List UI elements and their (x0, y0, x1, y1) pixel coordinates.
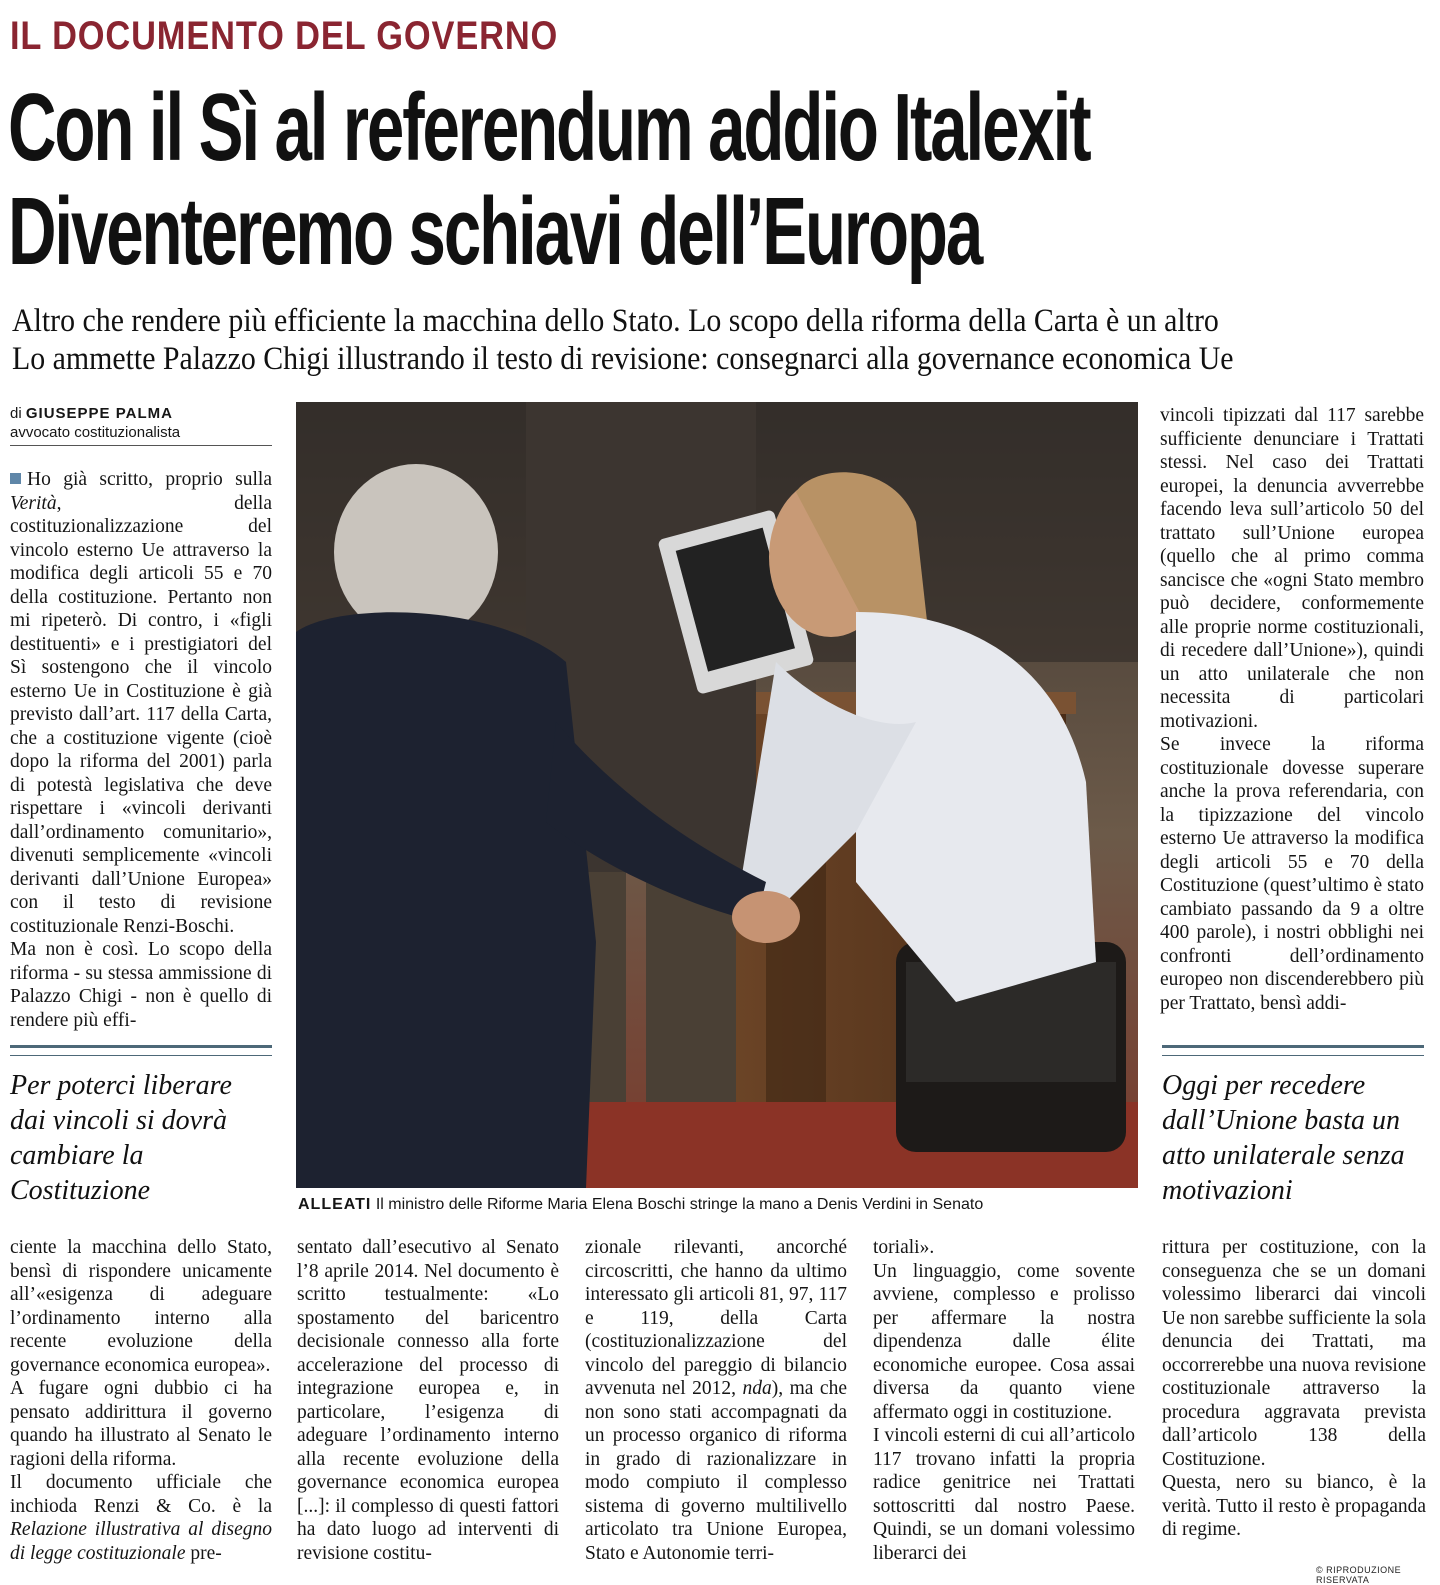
headline-line-1: Con il Sì al referendum addio Italexit (8, 74, 1090, 181)
article-paragraph: zionale rilevanti, ancorché circoscritti, che hanno da ultimo interessato gli articoli 81, 97, 117 e 119, della Carta (costituzionalizzazione del vincolo del pareggio di bilancio avvenuta nel 2012, nda), ma che non sono stati accompagnati da un processo organico di riforma in grado di razionalizzare in modo compiuto il complesso sistema di governo multilivello articolato tra Unione Europea, Stato e Autonomie terri- (585, 1237, 847, 1564)
byline (10, 404, 272, 446)
caption-text: Il ministro delle Riforme Maria Elena Boschi stringe la mano a Denis Verdini in Senato (375, 1196, 984, 1213)
headline (8, 74, 1090, 285)
column-bottom-3 (585, 1236, 847, 1566)
copyright-notice: © RIPRODUZIONE RISERVATA (1316, 1565, 1402, 1585)
news-photo (296, 402, 1138, 1188)
pull-quote-rule (1162, 1045, 1424, 1056)
byline-author: GIUSEPPE PALMA (25, 405, 173, 422)
caption-label: ALLEATI (298, 1196, 372, 1213)
photo-illustration (296, 402, 1138, 1188)
column-left-top (10, 468, 272, 1034)
pull-quote-right-box (1162, 1045, 1424, 1208)
subheadline-line-2: Lo ammette Palazzo Chigi illustrando il testo di revisione: consegnarci alla governance economica Ue (12, 341, 1234, 377)
section-kicker: IL DOCUMENTO DEL GOVERNO (10, 14, 559, 58)
article-paragraph: vincoli tipizzati dal 117 sarebbe sufficiente denunciare i Trattati stessi. Nel caso dei Trattati europei, la denuncia avverrebbe facendo leva sull’articolo 50 del trattato sull’Unione europea (quello che al primo comma sancisce che «ogni Stato membro può decidere, conformemente alle proprie norme costituzionali, di recedere dall’Unione»), quindi un atto unilaterale che non necessita di particolari motivazioni. (1160, 405, 1424, 732)
column-bottom-2 (297, 1236, 559, 1566)
article-paragraph: Ho già scritto, proprio sulla Verità, della costituzionalizzazione del vincolo esterno Ue attraverso la modifica degli articoli 55 e 70 della costituzione. Pertanto non mi ripeterò. Di contro, i «figli destituenti» e i prestigiatori del Sì sostengono che il vincolo esterno Ue in Costituzione è già previsto dall’art. 117 della Carta, che a costituzione vigente (cioè dopo la riforma del 2001) parla di potestà legislativa che deve rispettare i «vincoli derivanti dall’ordinamento comunitario», divenuti semplicemente «vincoli derivanti dall’Unione Europea» con il testo di revisione costituzionale Renzi-Boschi. (10, 469, 272, 937)
article-paragraph: toriali». (873, 1237, 935, 1258)
photo-caption (298, 1194, 1138, 1216)
subheadline-line-1: Altro che rendere più efficiente la macchina dello Stato. Lo scopo della riforma della Carta è un altro (12, 303, 1219, 339)
subheadline (12, 302, 1297, 378)
paragraph-bullet-icon (10, 473, 21, 484)
article-paragraph: rittura per costituzione, con la conseguenza che se un domani volessimo liberarci dai vincoli Ue non sarebbe sufficiente la sola denuncia dei Trattati, ma occorrerebbe una nuova revisione costituzionale attraverso la procedura aggravata prevista dall’articolo 138 della Costituzione. (1162, 1237, 1426, 1470)
article-paragraph: A fugare ogni dubbio ci ha pensato addirittura il governo quando ha illustrato al Senato le ragioni della riforma. (10, 1378, 272, 1470)
column-right-top (1160, 404, 1424, 1034)
article-paragraph: ciente la macchina dello Stato, bensì di rispondere unicamente all’«esigenza di adeguare l’ordinamento interno alla recente evoluzione della governance economica europea». (10, 1237, 272, 1376)
headline-line-2: Diventeremo schiavi dell’Europa (8, 178, 982, 285)
article-paragraph: sentato dall’esecutivo al Senato l’8 aprile 2014. Nel documento è scritto testualmente: «Lo spostamento del baricentro decisionale connesso alla forte accelerazione del processo di integrazione europea e, in particolare, l’esigenza di adeguare l’ordinamento interno alla recente evoluzione della governance economica europea [...]: il complesso di questi fattori ha dato luogo ad interventi di revisione costitu- (297, 1237, 559, 1564)
column-bottom-4 (873, 1236, 1135, 1566)
article-paragraph: Un linguaggio, come sovente avviene, complesso e prolisso per affermare la nostra dipendenza dalle élite economiche europee. Cosa assai diversa da quanto viene affermato oggi in costituzione. (873, 1260, 1135, 1423)
column-bottom-5 (1162, 1236, 1426, 1564)
pull-quote-right: Oggi per recedere dall’Unione basta un atto unilaterale senza motivazioni (1162, 1070, 1405, 1206)
byline-prefix: di (10, 405, 22, 422)
article-paragraph: Se invece la riforma costituzionale dovesse superare anche la prova referendaria, con la tipizzazione del vincolo esterno Ue attraverso la modifica degli articoli 55 e 70 della Costituzione (quest’ultimo è stato cambiato passando da 9 a oltre 400 parole), i nostri obblighi nei confronti dell’ordinamento europeo non discenderebbero più per Trattato, bensì addi- (1160, 734, 1424, 1014)
pull-quote-left: Per poterci liberare dai vincoli si dovrà cambiare la Costituzione (10, 1070, 232, 1206)
column-bottom-1 (10, 1236, 272, 1566)
article-paragraph: I vincoli esterni di cui all’articolo 117 trovano infatti la propria radice genitrice nei Trattati sottoscritti dal nostro Paese. Quindi, se un domani volessimo liberarci dei (873, 1425, 1135, 1564)
pull-quote-rule (10, 1045, 272, 1056)
byline-role: avvocato costituzionalista (10, 424, 181, 441)
article-paragraph: Questa, nero su bianco, è la verità. Tutto il resto è propaganda di regime. (1162, 1472, 1426, 1540)
pull-quote-left-box (10, 1045, 272, 1208)
article-paragraph: Il documento ufficiale che inchioda Renzi & Co. è la Relazione illustrativa al disegno di legge costituzionale pre- (10, 1472, 272, 1564)
article-paragraph: Ma non è così. Lo scopo della riforma - su stessa ammissione di Palazzo Chigi - non è quello di rendere più effi- (10, 939, 272, 1031)
